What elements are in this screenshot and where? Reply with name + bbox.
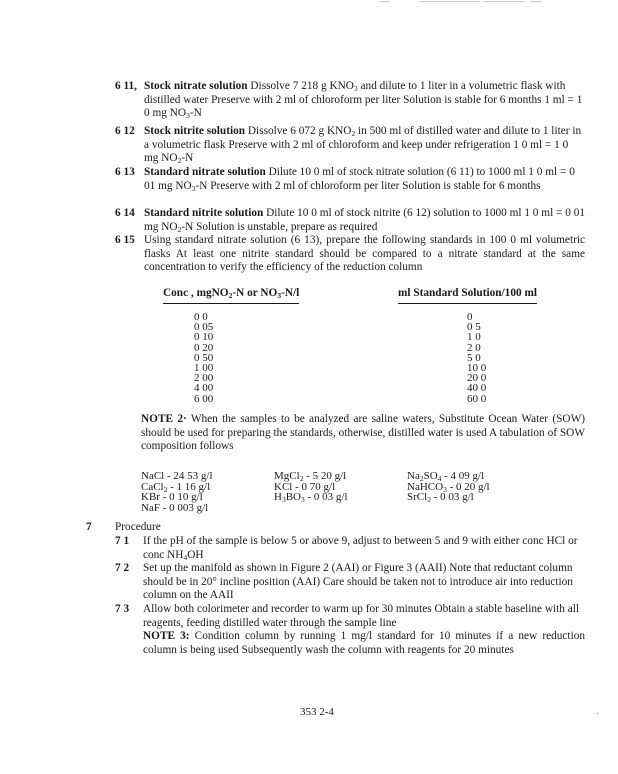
table-cell: 20 0	[467, 372, 487, 385]
item-number: 6 14	[115, 207, 135, 219]
column-header-standard-volume: ml Standard Solution/100 ml	[398, 287, 537, 304]
item-body: Standard nitrate solution Dilute 10 0 ml of stock nitrate solution (6 11) to 1000 ml 1 0 ml = 0 01 mg $NO_3-N$ Preserve with 2 ml of chloroform per liter Solution is stable for 6 months	[144, 166, 575, 193]
section-title: Procedure	[115, 521, 161, 533]
procedure-7-3	[115, 603, 585, 657]
table-cell: 0 0	[194, 311, 208, 323]
note-label: NOTE 2·	[141, 413, 187, 425]
item-body: Set up the manifold as shown in Figure 2 (AAI) or Figure 3 (AAII) Note that reductant column should be in 20° incline position (AAI) Care should be taken not to introduce air into reduction column on the AAII	[143, 562, 573, 602]
sow-entry: NaHCO$_3$ - 0 20 g/l	[407, 480, 490, 494]
page-number: 353 2-4	[300, 706, 334, 718]
item-title: Standard nitrate solution	[144, 166, 266, 178]
sow-entry: $Na_2SO_4 - 4$ 09 g/l	[407, 470, 485, 483]
item-number: 7 2	[115, 562, 130, 574]
column-header-concentration: Conc , mgNO$_2$-N or $NO_3-N/l$	[163, 287, 299, 304]
table-cell: 0 5	[467, 321, 481, 334]
section-number: 7	[86, 521, 92, 533]
scan-speck	[597, 713, 598, 714]
item-body: Allow both colorimeter and recorder to warm up for 30 minutes Obtain a stable baseline with all reagents, feeding distilled water through the sample line	[143, 603, 580, 629]
table-cell: 4 00	[194, 382, 214, 395]
section-6-15	[115, 234, 585, 275]
item-body: Stock nitrate solution Dissolve 7 218 g $KNO_3$ and dilute to 1 liter in a volumetric flask with distilled water Preserve with 2 ml of chloroform per liter Solution is stable for 6 months 1 ml = 1 0 mg $NO_3-N$	[144, 80, 583, 121]
table-cell: 0 05	[194, 321, 214, 334]
note-text: Condition column by running 1 mg/l standard for 10 minutes if a new reduction column is being used Subsequently wash the column with reagents for 20 minutes	[143, 630, 585, 656]
sow-entry: CaCl$_2$ - 1 16 g/l	[141, 480, 211, 494]
item-body: Standard nitrite solution Dilute 10 0 ml of stock nitrite (6 12) solution to 1000 ml 1 0 ml = 0 01 mg $NO_2-N$ Solution is unstable, prepare as required	[144, 207, 585, 234]
standard-volume-column	[467, 312, 486, 404]
table-cell: 40 0	[467, 382, 487, 395]
table-cell: 60 0	[467, 392, 487, 405]
table-cell: 1 0	[467, 331, 481, 344]
section-6-12	[115, 125, 585, 166]
table-cell: 10 0	[467, 362, 487, 375]
item-number: 7 3	[115, 603, 130, 615]
table-cell: 2 00	[194, 372, 214, 385]
concentration-column	[194, 312, 213, 404]
item-title: Standard nitrite solution	[144, 207, 264, 219]
item-number: 7 1	[115, 535, 130, 547]
item-title: Stock nitrite solution	[144, 125, 246, 137]
table-cell: 6 00	[194, 392, 214, 405]
item-body: Using standard nitrate solution (6 13), prepare the following standards in 100 0 ml volumetric flasks At least one nitrite standard should be compared to a nitrate standard at the same concentration to verify the efficiency of the reduction column	[144, 234, 585, 274]
table-cell: 0 50	[194, 351, 214, 364]
sow-entry: KCl - 0 70 g/l	[274, 480, 336, 493]
procedure-7-1	[115, 535, 585, 562]
note-2	[141, 413, 585, 454]
sow-entry: NaF - 0 003 g/l	[141, 501, 209, 514]
sow-entry: KBr - 0 10 g/l	[141, 491, 203, 503]
sow-entry: NaCl - 24 53 g/l	[141, 470, 213, 482]
item-title: Stock nitrate solution	[144, 80, 248, 92]
procedure-7-2	[115, 562, 585, 603]
item-number: 6 15	[115, 234, 135, 246]
note-3	[143, 630, 585, 657]
section-6-13	[115, 166, 585, 193]
sow-entry: SrCl$_2$ - 0 03 g/l	[407, 491, 474, 504]
item-body: Stock nitrite solution Dissolve 6 072 g $KNO_2$ in 500 ml of distilled water and dilute to 1 liter in a volumetric flask Preserve with 2 ml of chloroform and keep under refrigeration 1 0 ml = 1 0 mg $NO_2-N$	[144, 125, 582, 166]
section-6-14	[115, 207, 585, 234]
sow-entry: MgCl$_2$ - 5 20 g/l	[274, 470, 347, 483]
table-cell: 5 0	[467, 351, 481, 364]
table-cell: 2 0	[467, 341, 481, 354]
sow-entry: $H_3BO_3 - 0$ 03 g/l	[274, 491, 348, 504]
sow-column-2	[274, 471, 348, 503]
note-label: NOTE 3:	[143, 630, 190, 643]
item-number: 6 12	[115, 125, 135, 137]
item-body: If the pH of the sample is below 5 or above 9, adjust to between 5 and 9 with either conc HCl or conc $NH_4OH$	[143, 535, 578, 562]
section-6-11	[115, 80, 585, 121]
section-7-heading	[86, 521, 161, 535]
table-cell: 0 20	[194, 341, 214, 354]
table-cell: 0	[467, 311, 473, 323]
item-number: 6 13	[115, 166, 135, 178]
item-number: 6 11,	[115, 80, 137, 92]
table-cell: 1 00	[194, 362, 214, 375]
sow-column-3	[407, 471, 490, 503]
note-text: When the samples to be analyzed are saline waters, Substitute Ocean Water (SOW) should be used for preparing the standards, otherwise, distilled water is used A tabulation of SOW composition follows	[141, 413, 585, 453]
sow-column-1	[141, 471, 213, 513]
table-cell: 0 10	[194, 331, 214, 344]
